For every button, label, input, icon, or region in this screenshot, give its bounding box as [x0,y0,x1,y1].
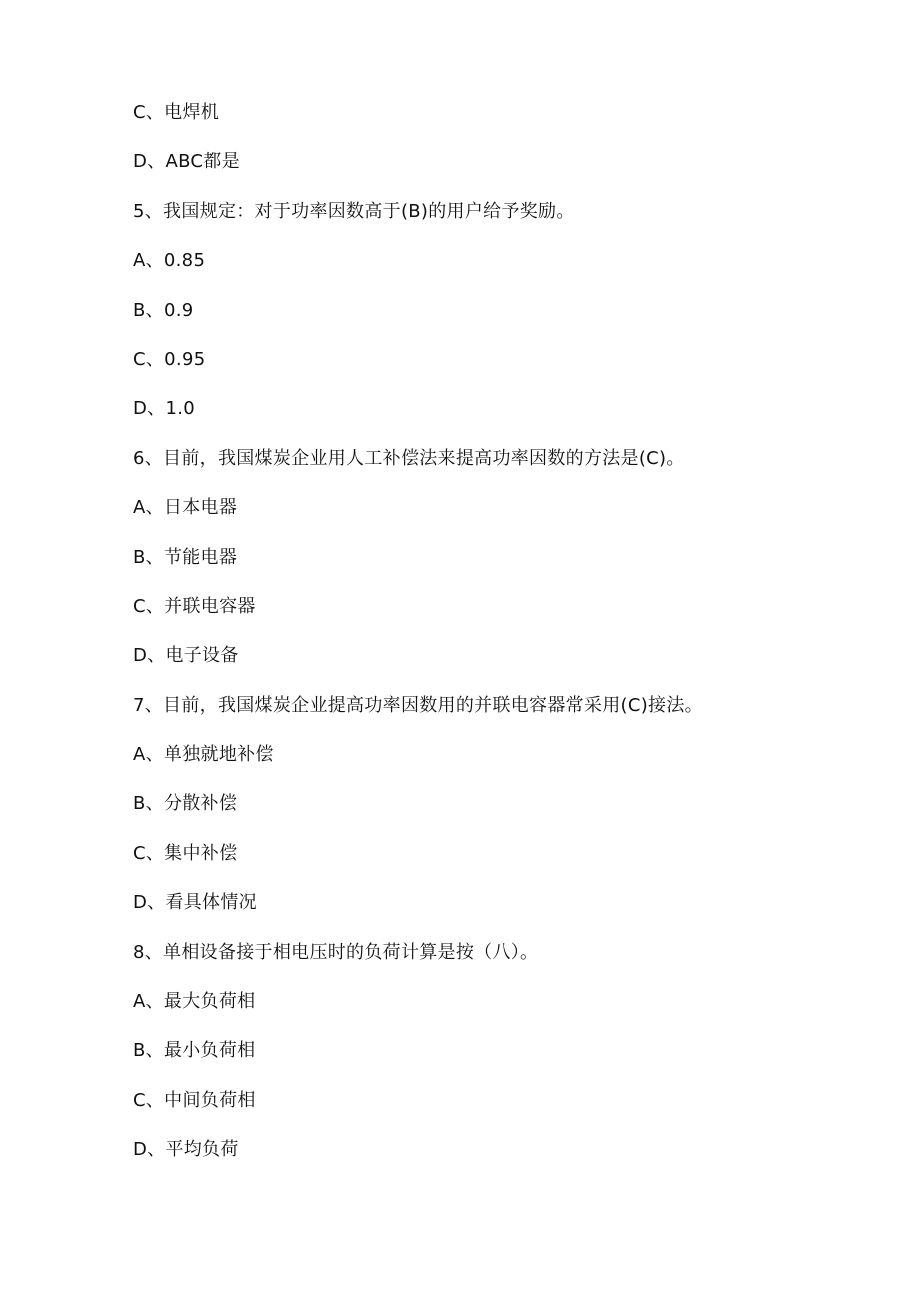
question-5-option-c: C、0.95 [133,348,206,370]
question-7-option-c: C、集中补偿 [133,842,238,864]
question-8: 8、单相设备接于相电压时的负荷计算是按（八）。 [133,941,539,963]
question-7-option-b: B、分散补偿 [133,793,238,815]
question-6-option-c: C、并联电容器 [133,595,256,617]
question-7-option-a: A、单独就地补偿 [133,744,274,766]
option-d-line: D、ABC都是 [133,151,240,173]
question-7-option-d: D、看具体情况 [133,892,257,914]
question-8-option-d: D、平均负荷 [133,1139,239,1161]
question-5-option-d: D、1.0 [133,398,195,420]
question-6-option-d: D、电子设备 [133,645,239,667]
question-5-option-b: B、0.9 [133,299,194,321]
option-c-line: C、电焊机 [133,102,220,123]
question-8-option-a: A、最大负荷相 [133,991,256,1013]
question-6-option-b: B、节能电器 [133,546,238,568]
question-list [133,99,873,1186]
question-5-option-a: A、0.85 [133,250,206,272]
question-8-option-c: C、中间负荷相 [133,1089,256,1111]
question-5: 5、我国规定：对于功率因数高于(B)的用户给予奖励。 [133,200,575,222]
question-7: 7、目前，我国煤炭企业提高功率因数用的并联电容器常采用(C)接法。 [133,694,703,716]
question-8-option-b: B、最小负荷相 [133,1040,256,1062]
question-6-option-a: A、日本电器 [133,497,238,519]
question-6: 6、目前，我国煤炭企业用人工补偿法来提高功率因数的方法是(C)。 [133,447,685,469]
